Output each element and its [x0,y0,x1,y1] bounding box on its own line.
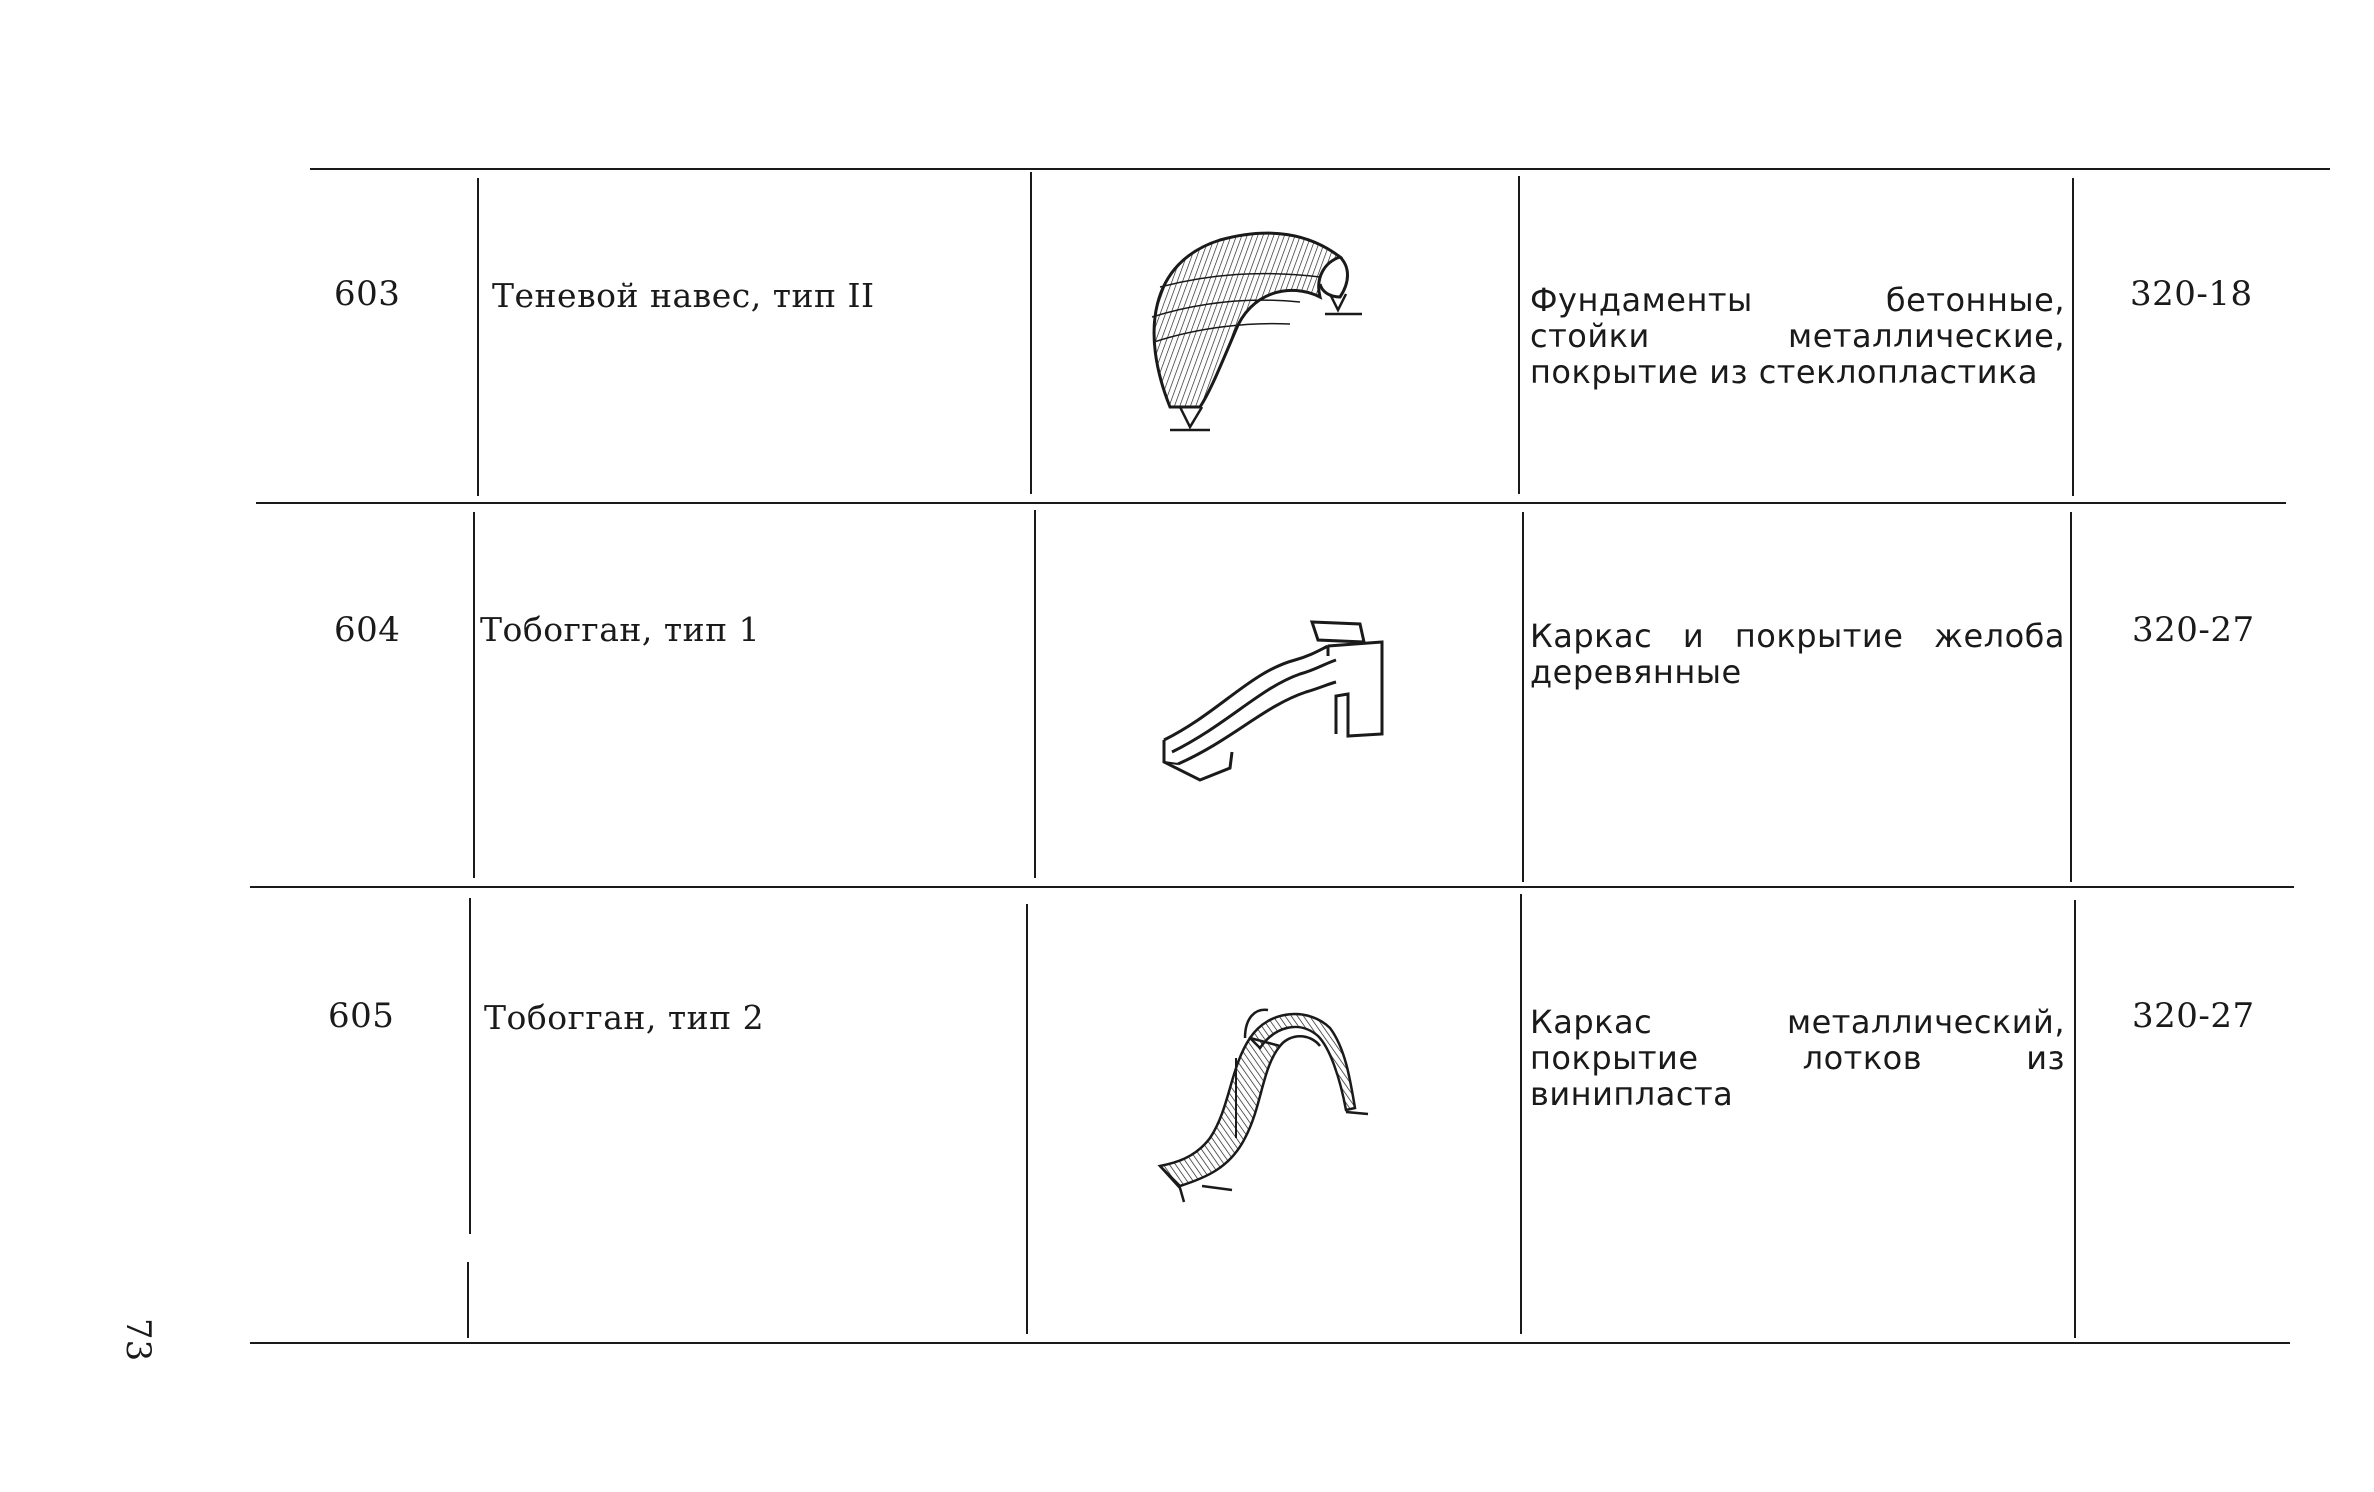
column-rule [1026,904,1028,1334]
shade-canopy-icon [1140,222,1380,442]
column-rule [473,512,475,878]
toboggan-metal-slide-drawing [1150,998,1390,1208]
column-rule [2072,178,2074,496]
column-rule [1034,510,1036,878]
toboggan-slide-drawing [1150,612,1390,792]
item-description: Фундаменты бетонные, стойки металлические, покрытие из стеклопластика [1530,281,2065,391]
row-divider-rule [256,502,2286,504]
column-rule [469,898,471,1234]
row-divider-rule [250,886,2294,888]
toboggan-slide-icon [1150,612,1390,792]
page-number: 73 [118,1318,158,1362]
toboggan-metal-slide-icon [1150,998,1390,1208]
column-rule [1520,894,1522,1334]
item-number: 603 [334,274,401,314]
shade-canopy-drawing [1140,222,1380,442]
item-name: Тобогган, тип 1 [480,610,761,649]
item-description: Каркас и покрытие желоба деревянные [1530,617,2065,691]
table-top-rule [310,168,2330,170]
table-bottom-rule [250,1342,2290,1344]
column-rule [467,1262,469,1338]
item-code: 320-27 [2132,610,2255,650]
item-code: 320-18 [2130,274,2253,314]
item-number: 604 [334,610,401,650]
item-description: Каркас металлический, покрытие лотков из винипласта [1530,1003,2065,1113]
item-number: 605 [328,996,395,1036]
item-code: 320-27 [2132,996,2255,1036]
column-rule [1030,172,1032,494]
column-rule [477,178,479,496]
column-rule [1522,512,1524,882]
item-name: Тобогган, тип 2 [484,998,765,1037]
column-rule [1518,176,1520,494]
column-rule [2074,900,2076,1338]
column-rule [2070,512,2072,882]
item-name: Теневой навес, тип II [492,276,875,315]
